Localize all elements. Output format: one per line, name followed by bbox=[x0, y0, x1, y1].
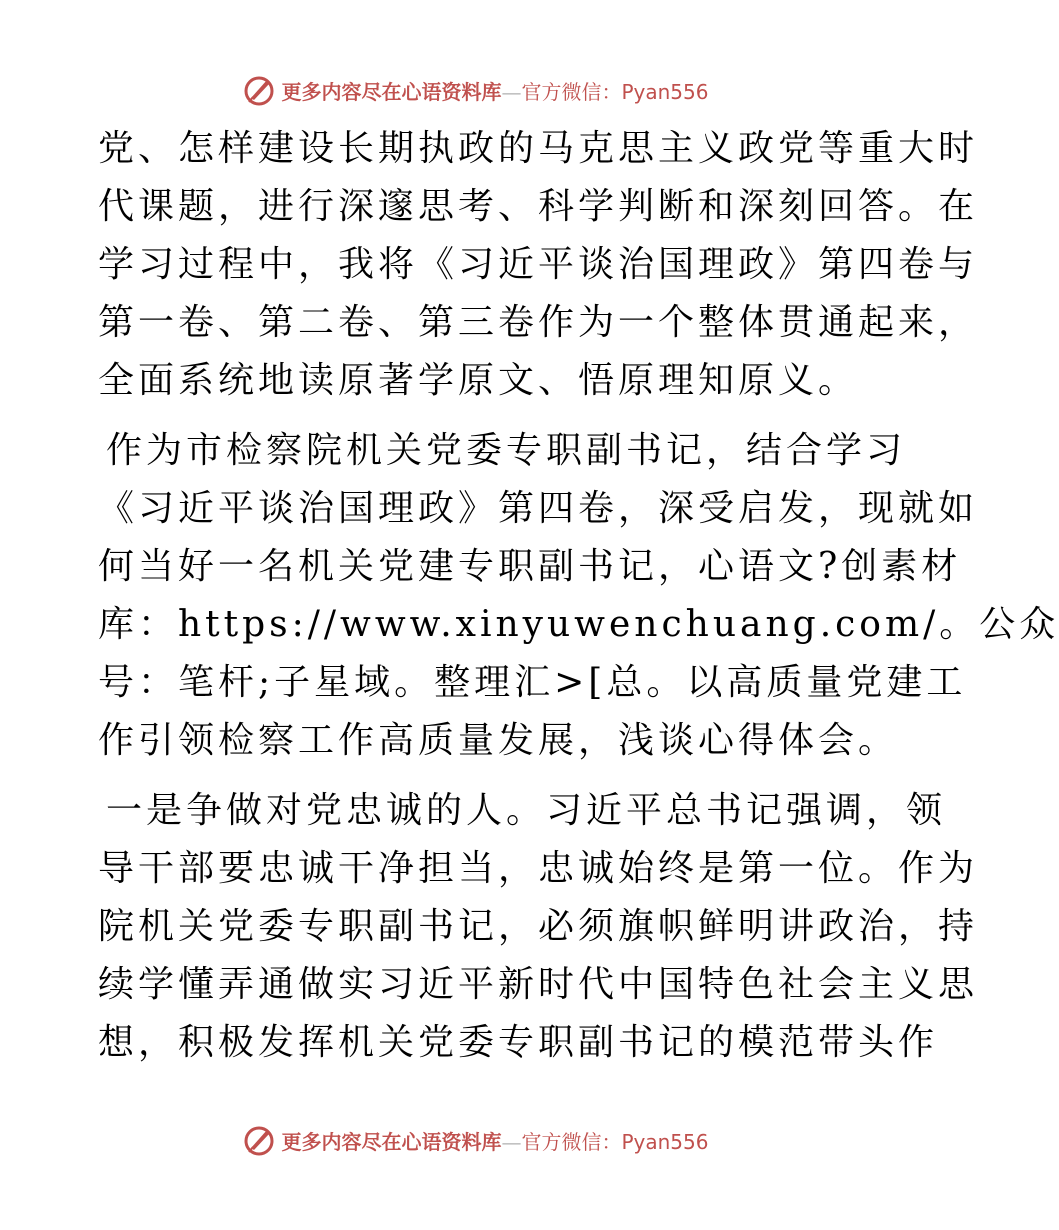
text-line: 续学懂弄通做实习近平新时代中国特色社会主义思 bbox=[98, 964, 979, 1005]
footer-banner-wechat: 官方微信：Pyan556 bbox=[521, 1129, 709, 1154]
text-line: 作引领检察工作高质量发展，浅谈心得体会。 bbox=[98, 720, 899, 761]
header-banner-text bbox=[281, 76, 708, 105]
footer-banner-main: 更多内容尽在心语资料库 bbox=[281, 1129, 502, 1154]
quill-logo-icon bbox=[241, 72, 277, 108]
header-banner-main: 更多内容尽在心语资料库 bbox=[281, 79, 502, 104]
quill-logo-icon bbox=[241, 1122, 277, 1158]
text-line: 号：笔杆;子星域。整理汇>[总。以高质量党建工 bbox=[98, 662, 967, 703]
text-line: 库：https://www.xinyuwenchuang.com/。公众 bbox=[98, 604, 1059, 645]
text-line: 全面系统地读原著学原文、悟原理知原义。 bbox=[98, 360, 859, 401]
text-line: 想，积极发挥机关党委专职副书记的模范带头作 bbox=[98, 1022, 939, 1063]
text-line: 代课题，进行深邃思考、科学判断和深刻回答。在 bbox=[98, 186, 979, 227]
text-line: 何当好一名机关党建专职副书记，心语文?创素材 bbox=[98, 546, 962, 587]
text-line: 《习近平谈治国理政》第四卷，深受启发，现就如 bbox=[98, 488, 979, 529]
header-banner-dash: — bbox=[501, 79, 522, 104]
text-line: 作为市检察院机关党委专职副书记，结合学习 bbox=[106, 430, 907, 471]
header-banner bbox=[0, 70, 950, 110]
paragraph-2 bbox=[98, 422, 1059, 770]
text-line: 导干部要忠诚干净担当，忠诚始终是第一位。作为 bbox=[98, 848, 979, 889]
document-body bbox=[98, 120, 1059, 1072]
footer-banner bbox=[0, 1120, 950, 1160]
paragraph-1 bbox=[98, 120, 979, 410]
footer-banner-text bbox=[281, 1126, 708, 1155]
paragraph-3 bbox=[98, 782, 979, 1072]
text-line: 院机关党委专职副书记，必须旗帜鲜明讲政治，持 bbox=[98, 906, 979, 947]
text-line: 第一卷、第二卷、第三卷作为一个整体贯通起来， bbox=[98, 302, 979, 343]
header-banner-wechat: 官方微信：Pyan556 bbox=[521, 79, 709, 104]
text-line: 学习过程中，我将《习近平谈治国理政》第四卷与 bbox=[98, 244, 979, 285]
text-line: 一是争做对党忠诚的人。习近平总书记强调，领 bbox=[106, 790, 947, 831]
text-line: 党、怎样建设长期执政的马克思主义政党等重大时 bbox=[98, 128, 979, 169]
footer-banner-dash: — bbox=[501, 1129, 522, 1154]
